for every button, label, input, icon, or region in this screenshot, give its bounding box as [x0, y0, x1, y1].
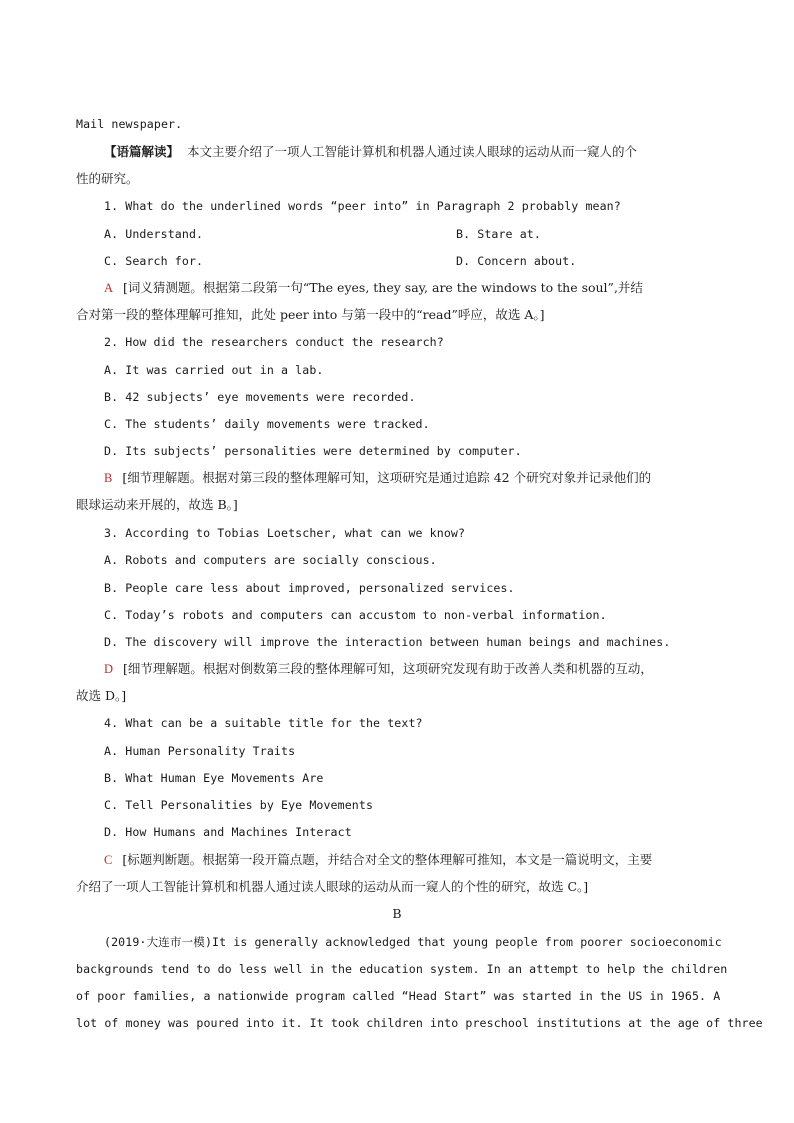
q1-option-d: D. Concern about. — [456, 254, 577, 268]
q1-answer: A — [104, 281, 114, 295]
q4-option-b: B. What Human Eye Movements Are — [104, 771, 324, 785]
passage-line-4: lot of money was poured into it. It took children into preschool institutions at the age of three — [76, 1016, 763, 1030]
q2-explanation-1 — [104, 469, 748, 487]
q2-option-c: C. The students’ daily movements were tracked. — [104, 417, 430, 431]
q3-option-c: C. Today’s robots and computers can accustom to non-verbal information. — [104, 608, 607, 622]
q4-option-a: A. Human Personality Traits — [104, 744, 296, 758]
q3-explanation-1 — [104, 660, 748, 678]
summary-line-1 — [104, 143, 748, 161]
q1-option-c: C. Search for. — [104, 254, 204, 268]
q3-explanation-2: 故选 D。] — [76, 688, 127, 703]
q4-option-c: C. Tell Personalities by Eye Movements — [104, 798, 374, 812]
summary-label: 【语篇解读】 — [104, 144, 180, 159]
q4-option-d: D. How Humans and Machines Interact — [104, 825, 352, 839]
q4-answer: C — [104, 853, 113, 867]
q2-answer: B — [104, 471, 113, 485]
summary-text: 本文主要介绍了一项人工智能计算机和机器人通过读人眼球的运动从而一窥人的个 — [186, 144, 637, 159]
q2-expl-text: [细节理解题。根据对第三段的整体理解可知，这项研究是通过追踪 42 个研究对象并记录他们的 — [122, 470, 652, 485]
q3-option-a: A. Robots and computers are socially conscious. — [104, 553, 437, 567]
summary-line-2: 性的研究。 — [76, 171, 139, 186]
q3-expl-text: [细节理解题。根据对倒数第三段的整体理解可知，这项研究发现有助于改善人类和机器的互动， — [123, 661, 653, 676]
q2-option-a: A. It was carried out in a lab. — [104, 363, 324, 377]
q3-stem: 3. According to Tobias Loetscher, what can we know? — [104, 526, 466, 540]
q1-options-row-2 — [104, 252, 748, 270]
passage-line-1: (2019·大连市一模)It is generally acknowledged that young people from poorer socioeconomic — [104, 935, 722, 949]
q4-explanation-2: 介绍了一项人工智能计算机和机器人通过读人眼球的运动从而一窥人的个性的研究，故选 C。] — [76, 879, 589, 894]
q1-option-b: B. Stare at. — [456, 227, 541, 241]
q3-answer: D — [104, 662, 114, 676]
q2-stem: 2. How did the researchers conduct the research? — [104, 335, 444, 349]
q1-explanation-1 — [104, 279, 748, 297]
q2-option-b: B. 42 subjects’ eye movements were recorded. — [104, 390, 416, 404]
q1-expl-text: [词义猜测题。根据第二段第一句“The eyes, they say, are the windows to the soul”,并结 — [123, 280, 643, 295]
passage-line-3: of poor families, a nationwide program called “Head Start” was started in the US in 1965. A — [76, 989, 721, 1003]
q1-option-a: A. Understand. — [104, 227, 204, 241]
section-heading: B — [392, 906, 402, 921]
q1-stem: 1. What do the underlined words “peer into” in Paragraph 2 probably mean? — [104, 199, 621, 213]
q4-expl-text: [标题判断题。根据第一段开篇点题，并结合对全文的整体理解可推知，本文是一篇说明文，主要 — [122, 852, 653, 867]
q1-explanation-2: 合对第一段的整体理解可推知，此处 peer into 与第一段中的“read”呼应，故选 A。] — [76, 307, 545, 322]
q3-option-b: B. People care less about improved, personalized services. — [104, 581, 515, 595]
top-line: Mail newspaper. — [76, 117, 183, 131]
q1-options-row-1 — [104, 225, 748, 243]
q2-option-d: D. Its subjects’ personalities were determined by computer. — [104, 444, 522, 458]
passage-line-2: backgrounds tend to do less well in the education system. In an attempt to help the children — [76, 962, 728, 976]
q4-stem: 4. What can be a suitable title for the text? — [104, 716, 423, 730]
q4-explanation-1 — [104, 851, 748, 869]
q3-option-d: D. The discovery will improve the interaction between human beings and machines. — [104, 635, 671, 649]
q2-explanation-2: 眼球运动来开展的，故选 B。] — [76, 497, 238, 512]
